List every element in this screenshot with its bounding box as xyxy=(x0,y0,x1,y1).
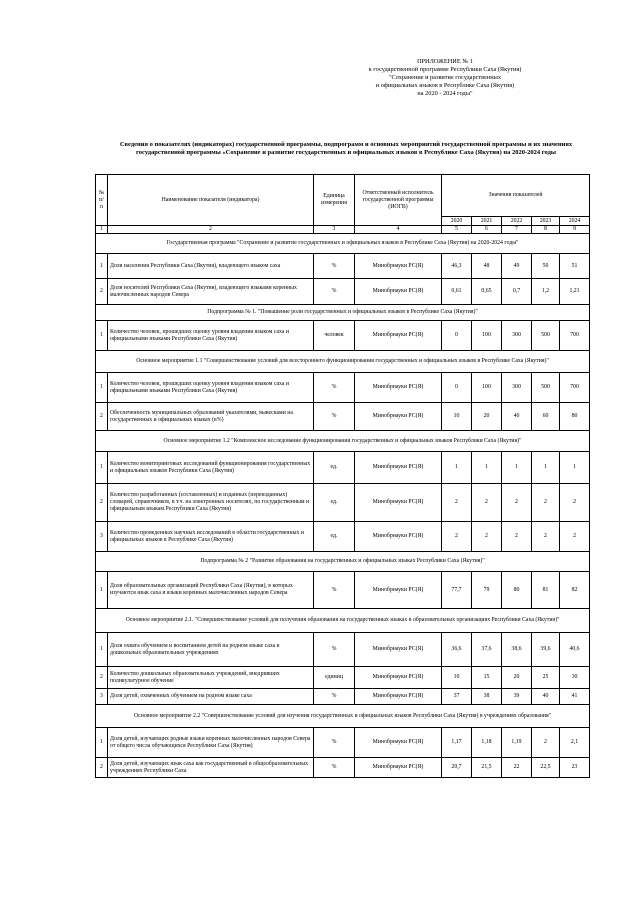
indicator-name: Количество проведенных научных исследований в области государственных и официальных языков в Республике Саха (Якутия) xyxy=(108,522,314,552)
unit-cell: % xyxy=(314,403,355,431)
header-num: № п/п xyxy=(96,175,108,226)
table-row xyxy=(96,689,590,705)
value-cell: 36,6 xyxy=(442,633,472,667)
value-cell: 2 xyxy=(472,522,502,552)
value-cell: 81 xyxy=(532,572,560,609)
value-cell: 60 xyxy=(532,403,560,431)
value-cell: 49 xyxy=(502,254,532,279)
unit-cell: человек xyxy=(314,321,355,351)
indicator-name: Количество человек, прошедших оценку уровня владения языком саха и официальными языками Республики Саха (Якутия) xyxy=(108,373,314,403)
row-number: 1 xyxy=(96,633,108,667)
value-cell: 1 xyxy=(560,452,590,484)
column-number: 8 xyxy=(532,226,560,234)
executor-cell: Минобрнауки РС(Я) xyxy=(355,452,442,484)
value-cell: 2 xyxy=(532,728,560,758)
indicator-name: Количество мониторинговых исследований функционирования государственных и официальных языков Республики Саха (Якутия) xyxy=(108,452,314,484)
value-cell: 0,65 xyxy=(472,279,502,305)
indicator-name: Количество человек, прошедших оценку уровня владения языком саха и официальными языками Республики Саха (Якутия) xyxy=(108,321,314,351)
value-cell: 20 xyxy=(502,667,532,689)
value-cell: 0 xyxy=(442,321,472,351)
unit-cell: % xyxy=(314,373,355,403)
value-cell: 2 xyxy=(502,522,532,552)
unit-cell: % xyxy=(314,279,355,305)
section-row xyxy=(96,609,590,633)
appendix-line: ПРИЛОЖЕНИЕ № 1 xyxy=(417,58,473,65)
value-cell: 1,18 xyxy=(472,728,502,758)
column-number: 4 xyxy=(355,226,442,234)
row-number: 1 xyxy=(96,321,108,351)
header-year: 2022 xyxy=(502,217,532,226)
value-cell: 37 xyxy=(442,689,472,705)
table-row xyxy=(96,254,590,279)
document-title: Сведения о показателях (индикаторах) государственной программы, подпрограмм и основных мероприятий государственной программы и их значениях государственной программы «Сохранение и развитие государственных и официальных языков в Республике Саха (Якутия) на 2020-2024 годы xyxy=(119,141,573,157)
column-number: 2 xyxy=(108,226,314,234)
header-values: Значения показателей xyxy=(442,175,590,217)
appendix-line: "Сохранение и развитие государственных xyxy=(388,74,502,81)
section-title: Основное мероприятие 2.2 "Совершенствование условий для изучения государственных и официальных языков Республики Саха (Якутия) в учреждениях образования" xyxy=(96,705,590,728)
value-cell: 300 xyxy=(502,373,532,403)
executor-cell: Минобрнауки РС(Я) xyxy=(355,522,442,552)
appendix-line: и официальных языков в Республике Саха (Якутия) xyxy=(375,82,515,89)
row-number: 3 xyxy=(96,689,108,705)
unit-cell: единиц xyxy=(314,667,355,689)
value-cell: 40,6 xyxy=(560,633,590,667)
value-cell: 500 xyxy=(532,321,560,351)
row-number: 2 xyxy=(96,758,108,778)
value-cell: 80 xyxy=(502,572,532,609)
executor-cell: Минобрнауки РС(Я) xyxy=(355,279,442,305)
value-cell: 22,5 xyxy=(532,758,560,778)
unit-cell: ед. xyxy=(314,522,355,552)
value-cell: 22 xyxy=(502,758,532,778)
column-number: 1 xyxy=(96,226,108,234)
value-cell: 700 xyxy=(560,373,590,403)
indicators-table xyxy=(95,174,590,778)
value-cell: 41 xyxy=(560,689,590,705)
section-row xyxy=(96,705,590,728)
table-row xyxy=(96,667,590,689)
value-cell: 50 xyxy=(532,254,560,279)
section-row xyxy=(96,234,590,254)
value-cell: 20 xyxy=(472,403,502,431)
header-executor: Ответственный исполнитель государственной программы (ИОГВ) xyxy=(355,175,442,226)
executor-cell: Минобрнауки РС(Я) xyxy=(355,689,442,705)
indicator-name: Доля детей, изучающих язык саха как государственный в общеобразовательных учреждениях Республики Саха xyxy=(108,758,314,778)
value-cell: 37,6 xyxy=(472,633,502,667)
section-title: Основное мероприятие 1.1 "Совершенствование условий для всестороннего функционирования государственных и официальных языков в Республике Саха (Якутия)" xyxy=(96,351,590,373)
value-cell: 1 xyxy=(502,452,532,484)
value-cell: 77,7 xyxy=(442,572,472,609)
table-row xyxy=(96,522,590,552)
indicator-name: Количество дошкольных образовательных учреждений, внедривших поликультурное обучение xyxy=(108,667,314,689)
unit-cell: % xyxy=(314,633,355,667)
row-number: 1 xyxy=(96,572,108,609)
value-cell: 48 xyxy=(472,254,502,279)
indicator-name: Доля детей, изучающих родные языки коренных малочисленных народов Севера от общего числа обучающихся Республики Саха (Якутия) xyxy=(108,728,314,758)
section-row xyxy=(96,431,590,452)
table-row xyxy=(96,452,590,484)
value-cell: 40 xyxy=(502,403,532,431)
indicator-name: Доля охвата обучением и воспитанием детей на родном языке саха в дошкольных образовательных учреждениях xyxy=(108,633,314,667)
row-number: 1 xyxy=(96,728,108,758)
value-cell: 2 xyxy=(560,484,590,522)
column-number: 3 xyxy=(314,226,355,234)
header-year: 2021 xyxy=(472,217,502,226)
indicator-name: Доля населения Республики Саха (Якутия), владеющего языком саха xyxy=(108,254,314,279)
value-cell: 79 xyxy=(472,572,502,609)
row-number: 2 xyxy=(96,403,108,431)
value-cell: 2 xyxy=(442,522,472,552)
table-row xyxy=(96,403,590,431)
value-cell: 300 xyxy=(502,321,532,351)
value-cell: 100 xyxy=(472,373,502,403)
section-title: Подпрограмма № 2 "Развитие образования на государственных и официальных языках Республики Саха (Якутия)" xyxy=(96,552,590,572)
value-cell: 82 xyxy=(560,572,590,609)
value-cell: 0,61 xyxy=(442,279,472,305)
value-cell: 10 xyxy=(442,667,472,689)
executor-cell: Минобрнауки РС(Я) xyxy=(355,254,442,279)
value-cell: 2,1 xyxy=(560,728,590,758)
value-cell: 51 xyxy=(560,254,590,279)
value-cell: 1,17 xyxy=(442,728,472,758)
value-cell: 2 xyxy=(472,484,502,522)
value-cell: 38,6 xyxy=(502,633,532,667)
value-cell: 10 xyxy=(442,403,472,431)
section-title: Основное мероприятие 1.2 "Комплексное исследование функционирования государственных и официальных языков Республики Саха (Якутия)" xyxy=(96,431,590,452)
value-cell: 0 xyxy=(442,373,472,403)
value-cell: 46,3 xyxy=(442,254,472,279)
column-number: 5 xyxy=(442,226,472,234)
indicator-name: Доля образовательных организаций Республики Саха (Якутия), в которых изучаются язык саха и языки коренных малочисленных народов Севера xyxy=(108,572,314,609)
unit-cell: % xyxy=(314,728,355,758)
unit-cell: % xyxy=(314,689,355,705)
header-year: 2023 xyxy=(532,217,560,226)
executor-cell: Минобрнауки РС(Я) xyxy=(355,484,442,522)
unit-cell: % xyxy=(314,758,355,778)
value-cell: 1 xyxy=(442,452,472,484)
row-number: 2 xyxy=(96,279,108,305)
indicator-name: Доля носителей Республики Саха (Якутия), владеющего языками коренных малочисленных народов Севера xyxy=(108,279,314,305)
value-cell: 21,5 xyxy=(472,758,502,778)
table-row xyxy=(96,572,590,609)
indicator-name: Количество разработанных (составленных) и изданных (переизданных) словарей, справочников, в т.ч. на электронных носителях, по государственным и официальным языкам Республики Саха (Якутия) xyxy=(108,484,314,522)
section-title: Государственная программа "Сохранение и развитие государственных и официальных языков в Республике Саха (Якутия) на 2020-2024 годы" xyxy=(96,234,590,254)
table-row xyxy=(96,373,590,403)
executor-cell: Минобрнауки РС(Я) xyxy=(355,633,442,667)
value-cell: 40 xyxy=(532,689,560,705)
value-cell: 20,7 xyxy=(442,758,472,778)
value-cell: 30 xyxy=(560,667,590,689)
table-row xyxy=(96,484,590,522)
value-cell: 1,19 xyxy=(502,728,532,758)
row-number: 2 xyxy=(96,484,108,522)
row-number: 3 xyxy=(96,522,108,552)
value-cell: 1 xyxy=(532,452,560,484)
unit-cell: % xyxy=(314,572,355,609)
appendix-line: на 2020 - 2024 годы" xyxy=(417,90,473,97)
value-cell: 1,21 xyxy=(560,279,590,305)
unit-cell: % xyxy=(314,254,355,279)
value-cell: 2 xyxy=(502,484,532,522)
indicator-name: Обеспеченность муниципальных образований указателями, вывесками на государственных и официальных языках (в%) xyxy=(108,403,314,431)
value-cell: 2 xyxy=(442,484,472,522)
value-cell: 2 xyxy=(560,522,590,552)
header-unit: Единица измерения xyxy=(314,175,355,226)
executor-cell: Минобрнауки РС(Я) xyxy=(355,728,442,758)
value-cell: 80 xyxy=(560,403,590,431)
table-row xyxy=(96,279,590,305)
table-body xyxy=(96,234,590,778)
table-row xyxy=(96,633,590,667)
appendix-line: к государственной программе Республики Саха (Якутия) xyxy=(368,66,522,73)
value-cell: 700 xyxy=(560,321,590,351)
indicator-name: Доля детей, охваченных обучением на родном языке саха xyxy=(108,689,314,705)
value-cell: 1,2 xyxy=(532,279,560,305)
value-cell: 15 xyxy=(472,667,502,689)
value-cell: 2 xyxy=(532,522,560,552)
value-cell: 38 xyxy=(472,689,502,705)
executor-cell: Минобрнауки РС(Я) xyxy=(355,321,442,351)
section-row xyxy=(96,351,590,373)
column-number: 9 xyxy=(560,226,590,234)
executor-cell: Минобрнауки РС(Я) xyxy=(355,667,442,689)
row-number: 1 xyxy=(96,254,108,279)
value-cell: 0,7 xyxy=(502,279,532,305)
header-year: 2020 xyxy=(442,217,472,226)
table-row xyxy=(96,728,590,758)
value-cell: 39 xyxy=(502,689,532,705)
value-cell: 1 xyxy=(472,452,502,484)
executor-cell: Минобрнауки РС(Я) xyxy=(355,758,442,778)
value-cell: 39,6 xyxy=(532,633,560,667)
executor-cell: Минобрнауки РС(Я) xyxy=(355,572,442,609)
column-number: 6 xyxy=(472,226,502,234)
row-number: 1 xyxy=(96,452,108,484)
appendix-header xyxy=(360,58,530,98)
row-number: 1 xyxy=(96,373,108,403)
header-year: 2024 xyxy=(560,217,590,226)
section-row xyxy=(96,305,590,321)
value-cell: 500 xyxy=(532,373,560,403)
executor-cell: Минобрнауки РС(Я) xyxy=(355,373,442,403)
section-row xyxy=(96,552,590,572)
section-title: Подпрограмма № 1. "Повышение роли государственных и официальных языков в Республике Саха (Якутия)" xyxy=(96,305,590,321)
section-title: Основное мероприятие 2.1. "Совершенствование условий для получения образования на государственных языках в образовательных организациях Республики Саха (Якутия)" xyxy=(96,609,590,633)
executor-cell: Минобрнауки РС(Я) xyxy=(355,403,442,431)
unit-cell: ед. xyxy=(314,452,355,484)
table-row xyxy=(96,758,590,778)
value-cell: 23 xyxy=(560,758,590,778)
column-number: 7 xyxy=(502,226,532,234)
value-cell: 2 xyxy=(532,484,560,522)
unit-cell: ед. xyxy=(314,484,355,522)
header-name: Наименование показателя (индикатора) xyxy=(108,175,314,226)
table-row xyxy=(96,321,590,351)
row-number: 2 xyxy=(96,667,108,689)
value-cell: 25 xyxy=(532,667,560,689)
value-cell: 100 xyxy=(472,321,502,351)
